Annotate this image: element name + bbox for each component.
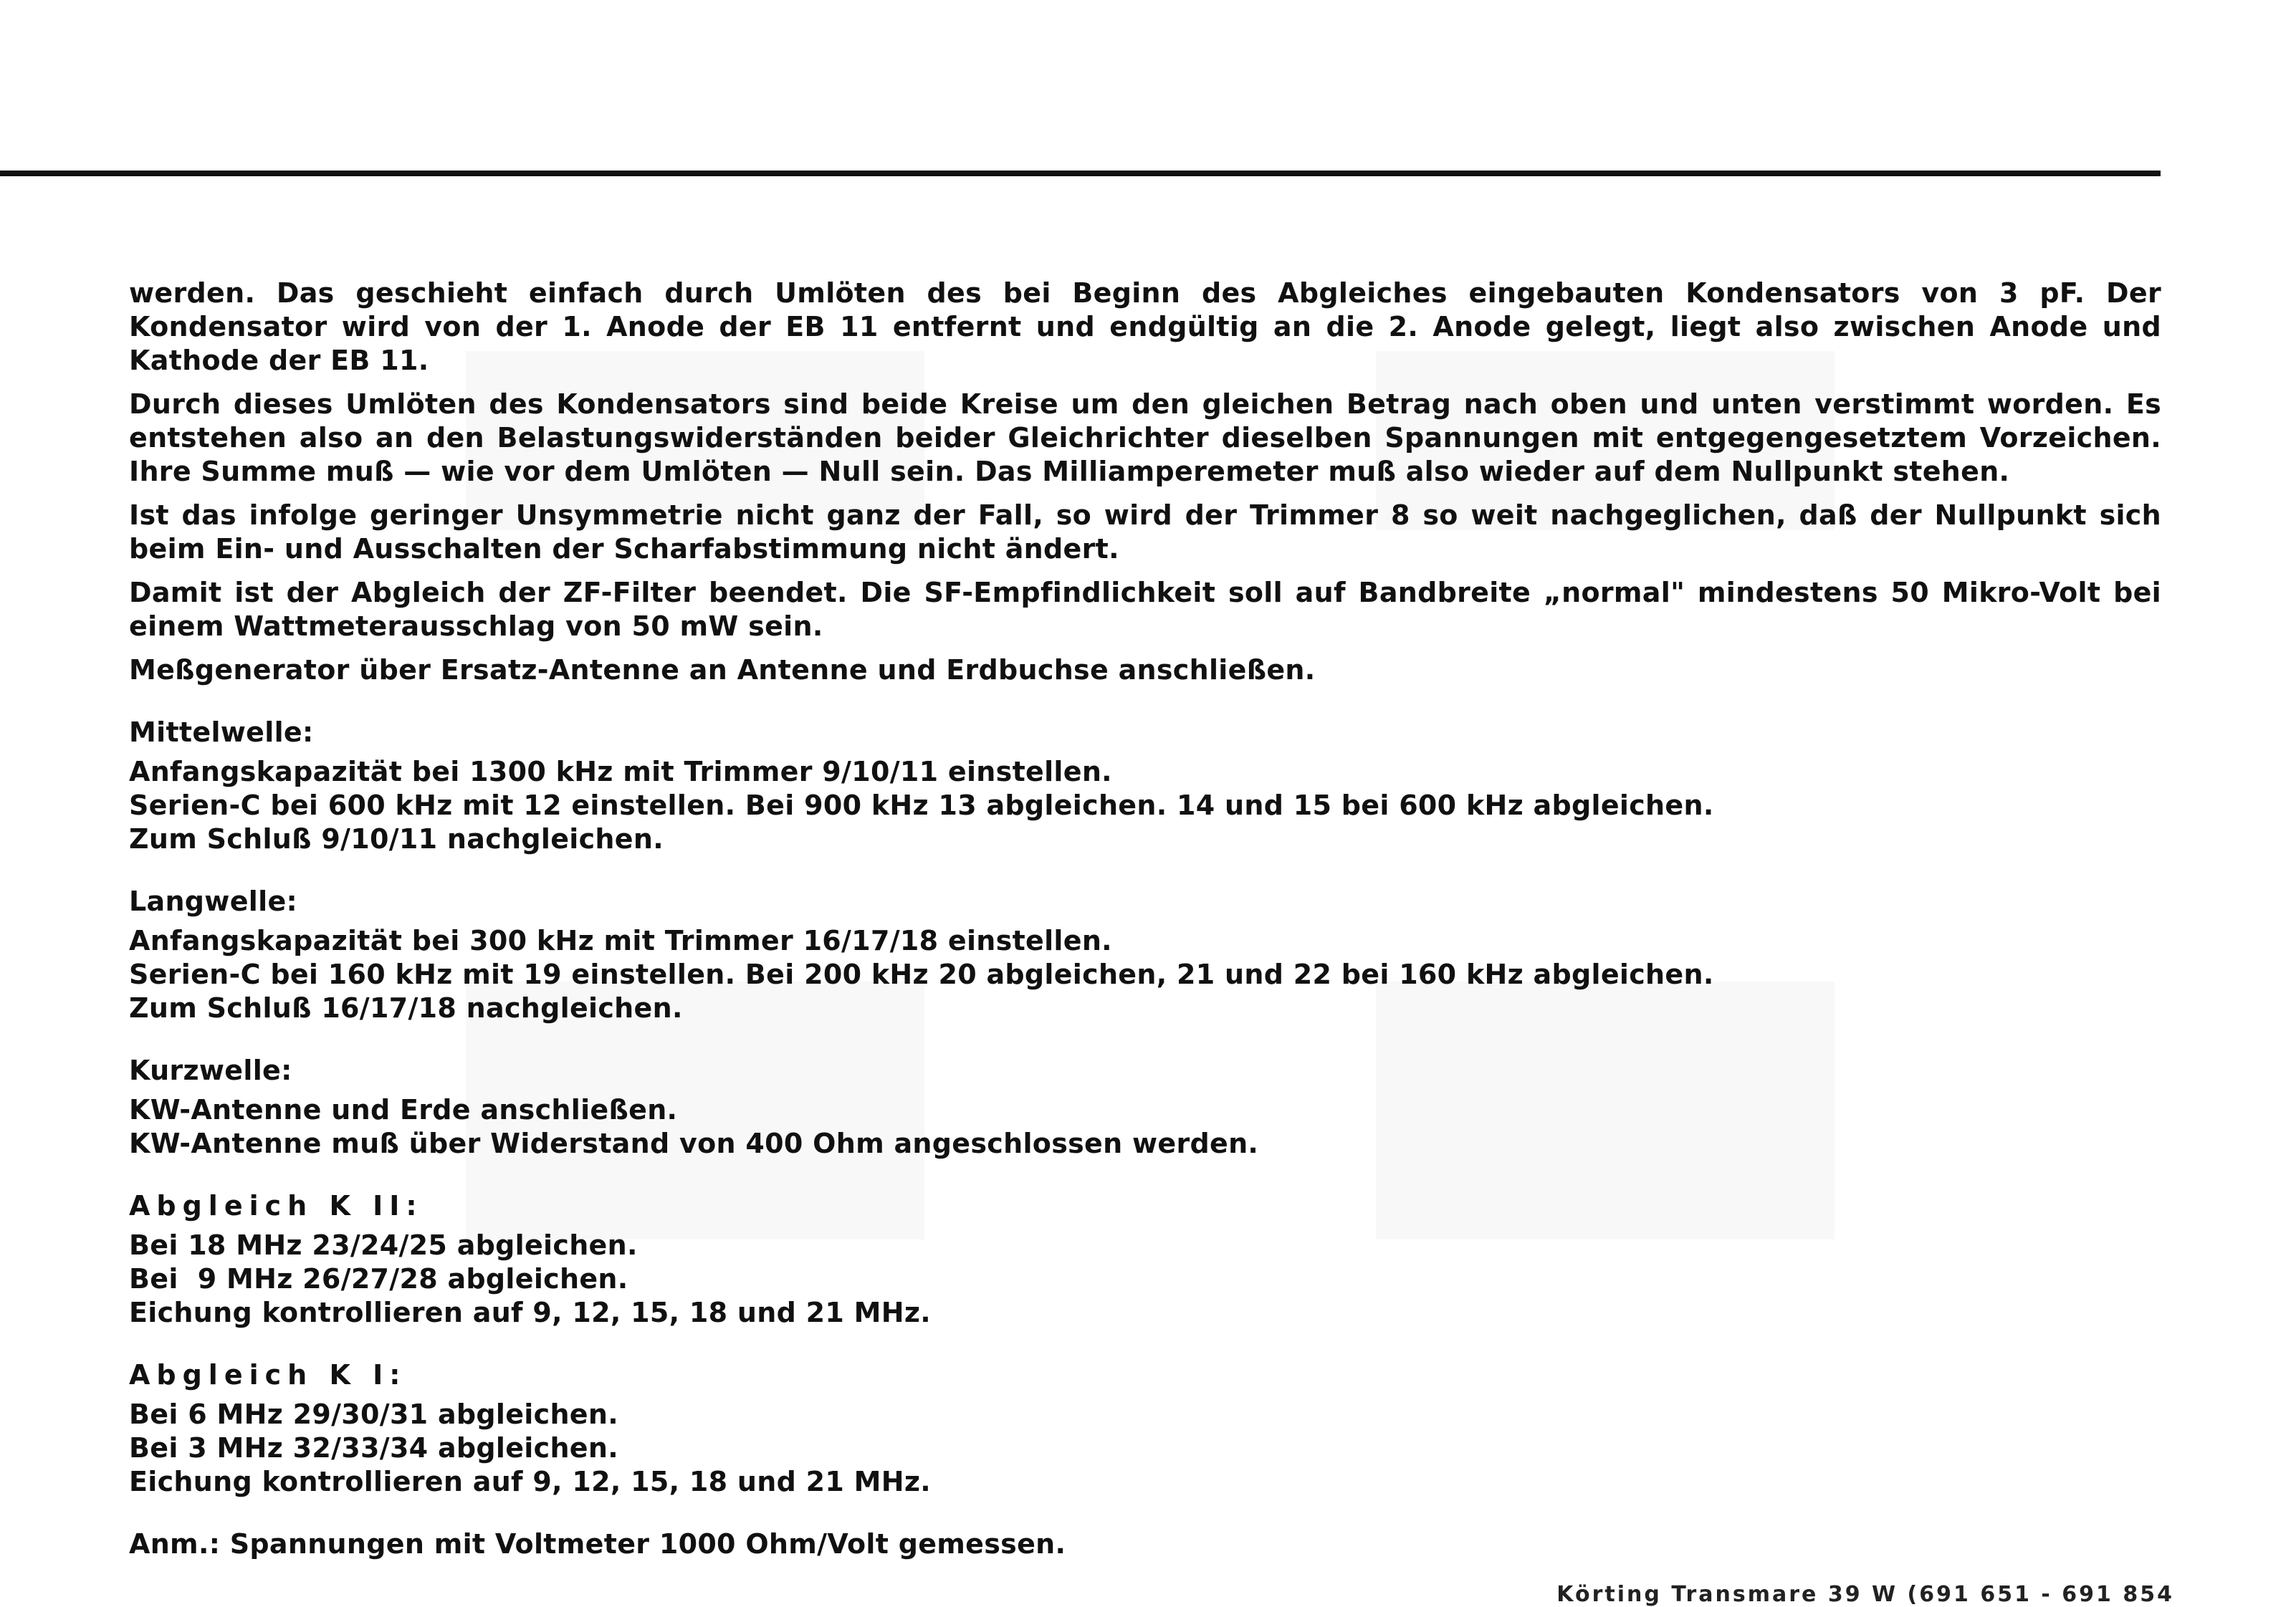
top-rule bbox=[0, 171, 2161, 176]
instruction-line: KW-Antenne muß über Widerstand von 400 Ohm angeschlossen werden. bbox=[129, 1128, 1259, 1159]
paragraph: Ist das infolge geringer Unsymmetrie nicht ganz der Fall, so wird der Trimmer 8 so weit nachgeglichen, daß der Nullpunkt sich beim Ein- und Ausschalten der Scharfabstimmung nicht ändert. bbox=[129, 499, 2161, 565]
section-heading-mittelwelle: Mittelwelle: bbox=[129, 716, 314, 748]
footer-model-reference: Körting Transmare 39 W (691 651 - 691 854 bbox=[1556, 1582, 2174, 1607]
section-kurzwelle bbox=[129, 1093, 2161, 1161]
instruction-line: Eichung kontrollieren auf 9, 12, 15, 18 und 21 MHz. bbox=[129, 1466, 932, 1497]
instruction-line: Anfangskapazität bei 300 kHz mit Trimmer 16/17/18 einstellen. bbox=[129, 925, 1112, 956]
section-langwelle bbox=[129, 924, 2161, 1025]
document-body bbox=[129, 277, 2161, 1561]
instruction-line: Eichung kontrollieren auf 9, 12, 15, 18 und 21 MHz. bbox=[129, 1297, 932, 1328]
section-heading-abgleich-k1: Abgleich K I: bbox=[129, 1359, 407, 1391]
section-mittelwelle bbox=[129, 755, 2161, 856]
instruction-line: Bei 6 MHz 29/30/31 abgleichen. bbox=[129, 1399, 618, 1430]
instruction-line: Bei 3 MHz 32/33/34 abgleichen. bbox=[129, 1432, 618, 1464]
annotation-note bbox=[129, 1527, 2161, 1561]
instruction-line: Bei 9 MHz 26/27/28 abgleichen. bbox=[129, 1263, 628, 1295]
instruction-line: KW-Antenne und Erde anschließen. bbox=[129, 1094, 678, 1126]
note-text: Spannungen mit Voltmeter 1000 Ohm/Volt gemessen. bbox=[229, 1528, 1066, 1560]
instruction-line: Serien-C bei 160 kHz mit 19 einstellen. Bei 200 kHz 20 abgleichen, 21 und 22 bei 160 kHz abgleichen. bbox=[129, 959, 1714, 990]
paragraph: Damit ist der Abgleich der ZF-Filter beendet. Die SF-Empfindlichkeit soll auf Bandbreite „normal" mindestens 50 Mikro-Volt bei einem Wattmeterausschlag von 50 mW sein. bbox=[129, 577, 2161, 642]
section-heading-abgleich-k2: Abgleich K II: bbox=[129, 1190, 424, 1222]
instruction-line: Zum Schluß 9/10/11 nachgleichen. bbox=[129, 823, 664, 855]
section-heading-langwelle: Langwelle: bbox=[129, 886, 298, 917]
instruction-line: Anfangskapazität bei 1300 kHz mit Trimmer 9/10/11 einstellen. bbox=[129, 756, 1112, 787]
paragraph: Meßgenerator über Ersatz-Antenne an Antenne und Erdbuchse anschließen. bbox=[129, 654, 1316, 686]
paragraph: werden. Das geschieht einfach durch Umlöten des bei Beginn des Abgleiches eingebauten Kondensators von 3 pF. Der Kondensator wird von der 1. Anode der EB 11 entfernt und endgültig an die 2. Anode gelegt, liegt also zwischen Anode und Kathode der EB 11. bbox=[129, 277, 2161, 376]
section-abgleich-k1 bbox=[129, 1398, 2161, 1499]
note-label: Anm.: bbox=[129, 1528, 221, 1560]
paragraph: Durch dieses Umlöten des Kondensators sind beide Kreise um den gleichen Betrag nach oben und unten verstimmt worden. Es entstehen also an den Belastungswiderständen beider Gleichrichter dieselben Spannungen mit entgegengesetztem Vorzeichen. Ihre Summe muß — wie vor dem Umlöten — Null sein. Das Milliamperemeter muß also wieder auf dem Nullpunkt stehen. bbox=[129, 388, 2161, 487]
instruction-line: Serien-C bei 600 kHz mit 12 einstellen. Bei 900 kHz 13 abgleichen. 14 und 15 bei 600 kHz abgleichen. bbox=[129, 790, 1714, 821]
section-abgleich-k2 bbox=[129, 1229, 2161, 1330]
instruction-line: Bei 18 MHz 23/24/25 abgleichen. bbox=[129, 1229, 638, 1261]
instruction-line: Zum Schluß 16/17/18 nachgleichen. bbox=[129, 992, 683, 1024]
section-heading-kurzwelle: Kurzwelle: bbox=[129, 1055, 292, 1086]
